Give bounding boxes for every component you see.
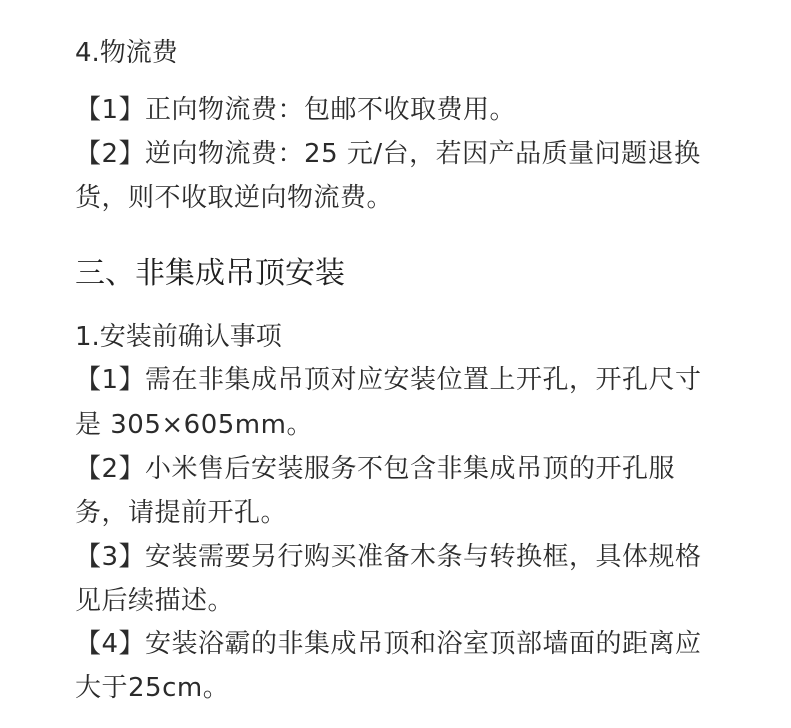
checklist-item-4-line-1: 【4】安装浴霸的非集成吊顶和浴室顶部墙面的距离应 [75, 629, 702, 659]
checklist-item-3-line-1: 【3】安装需要另行购买准备木条与转换框，具体规格 [75, 542, 702, 572]
checklist-item-4-line-2: 大于25cm。 [75, 673, 230, 703]
pre-install-checklist-title: 1.安装前确认事项 [75, 322, 282, 352]
logistics-fee-item-1: 【1】正向物流费：包邮不收取费用。 [75, 95, 517, 125]
logistics-fee-item-2-line-2: 货，则不收取逆向物流费。 [75, 183, 394, 213]
checklist-item-2-line-2: 务，请提前开孔。 [75, 498, 288, 528]
checklist-item-3-line-2: 见后续描述。 [75, 586, 235, 616]
checklist-item-2-line-1: 【2】小米售后安装服务不包含非集成吊顶的开孔服 [75, 454, 676, 484]
logistics-fee-title: 4.物流费 [75, 38, 178, 68]
logistics-fee-item-2-line-1: 【2】逆向物流费：25 元/台，若因产品质量问题退换 [75, 139, 701, 169]
section-heading: 三、非集成吊顶安装 [75, 256, 345, 291]
checklist-item-1-line-1: 【1】需在非集成吊顶对应安装位置上开孔，开孔尺寸 [75, 365, 702, 395]
checklist-item-1-line-2: 是 305×605mm。 [75, 410, 313, 440]
